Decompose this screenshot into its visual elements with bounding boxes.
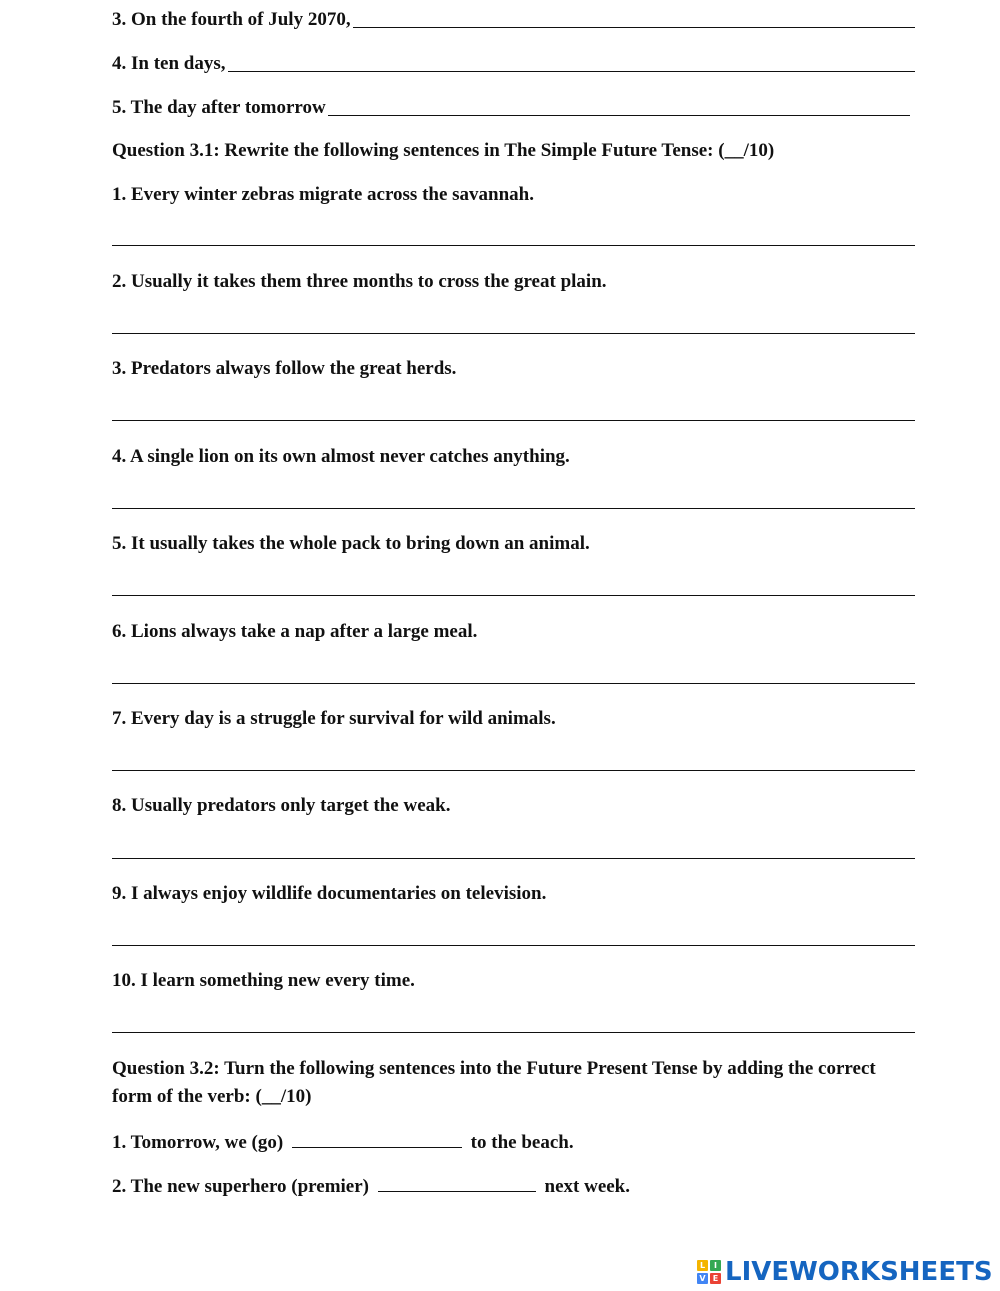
question-3-1-heading: Question 3.1: Rewrite the following sentences in The Simple Future Tense: (__/10) <box>112 140 775 161</box>
q31-answer-line-9[interactable] <box>112 945 915 946</box>
q31-answer-line-1[interactable] <box>112 245 915 246</box>
logo-text: LIVEWORKSHEETS <box>725 1257 993 1287</box>
q31-item-2: 2. Usually it takes them three months to cross the great plain. <box>112 271 607 292</box>
item-text-before: 1. Tomorrow, we (go) <box>112 1132 284 1153</box>
q31-item-5: 5. It usually takes the whole pack to bring down an animal. <box>112 533 590 554</box>
q31-item-8: 8. Usually predators only target the weak. <box>112 795 451 816</box>
q31-item-6: 6. Lions always take a nap after a large meal. <box>112 621 478 642</box>
q31-answer-line-3[interactable] <box>112 420 915 421</box>
part2-item-3 <box>112 8 915 32</box>
answer-blank[interactable] <box>228 70 916 72</box>
q32-item-2 <box>112 1173 915 1199</box>
q31-answer-line-7[interactable] <box>112 770 915 771</box>
item-text: 4. In ten days, <box>112 53 226 74</box>
answer-blank[interactable] <box>292 1129 462 1148</box>
q31-item-3: 3. Predators always follow the great herds. <box>112 358 457 379</box>
liveworksheets-logo <box>697 1255 993 1289</box>
logo-mark-icon: L I V E <box>697 1260 721 1284</box>
q31-item-9: 9. I always enjoy wildlife documentaries on television. <box>112 883 547 904</box>
q31-answer-line-8[interactable] <box>112 858 915 859</box>
q31-answer-line-6[interactable] <box>112 683 915 684</box>
part2-item-4 <box>112 52 915 76</box>
item-text-after: to the beach. <box>470 1132 574 1153</box>
q31-item-7: 7. Every day is a struggle for survival for wild animals. <box>112 708 556 729</box>
q31-answer-line-10[interactable] <box>112 1032 915 1033</box>
q31-answer-line-4[interactable] <box>112 508 915 509</box>
item-text: 5. The day after tomorrow <box>112 97 326 118</box>
answer-blank[interactable] <box>328 114 910 116</box>
item-text-before: 2. The new superhero (premier) <box>112 1176 370 1197</box>
answer-blank[interactable] <box>353 26 915 28</box>
question-3-2-heading: Question 3.2: Turn the following sentences into the Future Present Tense by adding the correct form of the verb: (__/10) <box>112 1058 876 1107</box>
q31-item-10: 10. I learn something new every time. <box>112 970 415 991</box>
q31-item-1: 1. Every winter zebras migrate across the savannah. <box>112 184 534 205</box>
item-text-after: next week. <box>544 1176 630 1197</box>
q31-item-4: 4. A single lion on its own almost never catches anything. <box>112 446 570 467</box>
answer-blank[interactable] <box>378 1173 536 1192</box>
part2-item-5 <box>112 96 910 120</box>
item-text: 3. On the fourth of July 2070, <box>112 9 351 30</box>
q31-answer-line-5[interactable] <box>112 595 915 596</box>
q32-item-1 <box>112 1129 915 1155</box>
q31-answer-line-2[interactable] <box>112 333 915 334</box>
